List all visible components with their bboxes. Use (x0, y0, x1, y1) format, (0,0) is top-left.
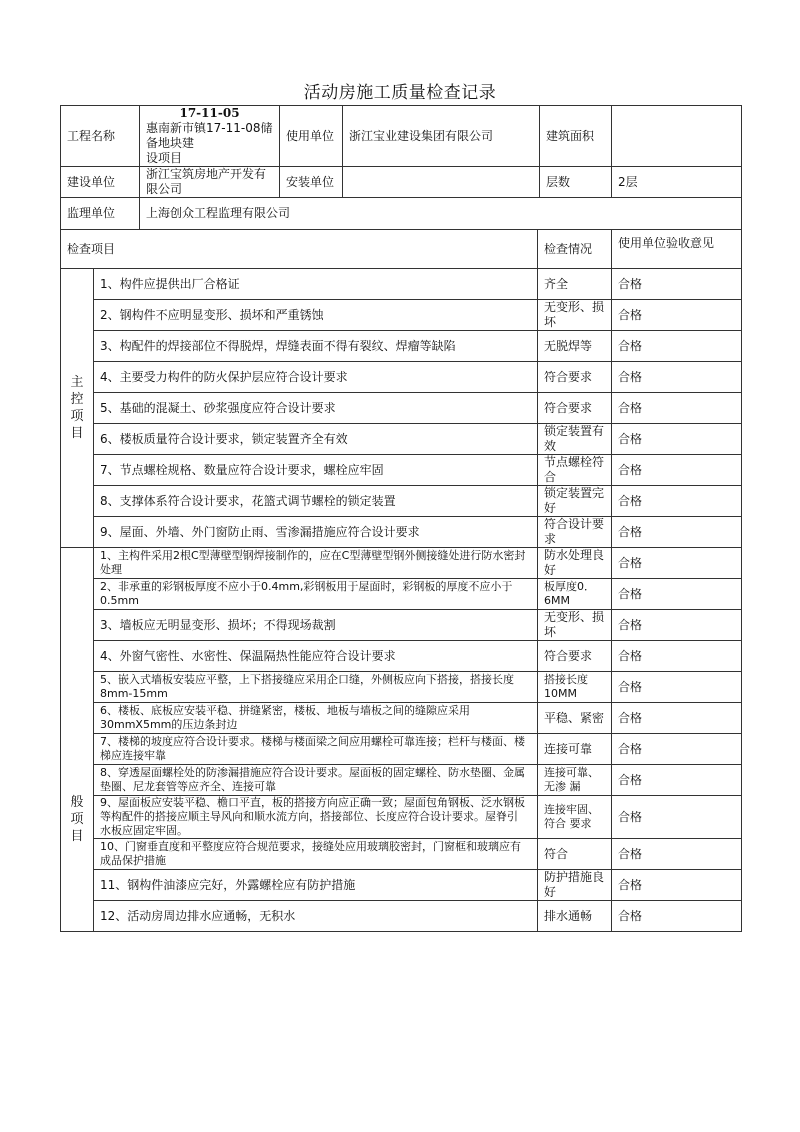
document-title: 活动房施工质量检查记录 (303, 83, 497, 103)
main-control-item-status: 齐全 (538, 269, 612, 300)
main-control-row (61, 486, 742, 517)
general-item-status: 无变形、损坏 (538, 610, 612, 641)
main-control-row (61, 455, 742, 486)
floors-value: 2层 (612, 167, 742, 198)
general-item-status: 防护措施良好 (538, 870, 612, 901)
general-item-result: 合格 (612, 870, 742, 901)
general-row (61, 870, 742, 901)
general-group-label-char: 般 (70, 795, 84, 810)
general-item-text: 2、非承重的彩钢板厚度不应小于0.4mm,彩钢板用于屋面时，彩钢板的厚度不应小于0.5mm (94, 579, 538, 610)
general-item-status: 板厚度0．6MM (538, 579, 612, 610)
project-code: 17-11-05 (179, 106, 240, 120)
general-item-result: 合格 (612, 610, 742, 641)
general-row (61, 548, 742, 579)
row-column-headers (61, 230, 742, 269)
general-row (61, 703, 742, 734)
general-row (61, 672, 742, 703)
main-control-group-label-char: 主 (70, 375, 84, 390)
general-item-result: 合格 (612, 672, 742, 703)
main-control-item-result: 合格 (612, 362, 742, 393)
acceptance-header-text: 使用单位验收意见 (618, 237, 715, 250)
general-item-result: 合格 (612, 579, 742, 610)
general-item-result: 合格 (612, 703, 742, 734)
general-item-status: 符合要求 (538, 641, 612, 672)
general-item-text: 1、主构件采用2根C型薄壁型钢焊接制作的，应在C型薄壁型钢外侧接缝处进行防水密封处理 (94, 548, 538, 579)
general-item-text: 8、穿透屋面螺栓处的防渗漏措施应符合设计要求。屋面板的固定螺栓、防水垫圈、金属 垫圈、尼龙套管等应齐全、连接可靠 (94, 765, 538, 796)
column-header-status: 检查情况 (538, 230, 612, 269)
general-group-label (61, 548, 94, 932)
general-item-text: 4、外窗气密性、水密性、保温隔热性能应符合设计要求 (94, 641, 538, 672)
supervision-label: 监理单位 (61, 198, 140, 230)
row-supervision (61, 198, 742, 230)
general-item-text: 3、墙板应无明显变形、损坏；不得现场裁割 (94, 610, 538, 641)
general-item-result: 合格 (612, 796, 742, 839)
general-group-label-char: 目 (70, 829, 84, 844)
main-control-item-status: 符合设计要求 (538, 517, 612, 548)
general-item-status: 搭接长度10MM (538, 672, 612, 703)
main-control-item-text: 7、节点螺栓规格、数量应符合设计要求，螺栓应牢固 (94, 455, 538, 486)
general-item-status: 连接可靠、无渗 漏 (538, 765, 612, 796)
construction-unit-value: 浙江宝筑房地产开发有限公司 (140, 167, 280, 198)
column-header-acceptance (612, 230, 742, 269)
area-label: 建筑面积 (540, 106, 612, 167)
main-control-row (61, 393, 742, 424)
project-name-line1: 惠南新市镇17-11-08储备地块建 (146, 121, 273, 150)
general-item-result: 合格 (612, 734, 742, 765)
general-item-status: 平稳、紧密 (538, 703, 612, 734)
general-item-status: 排水通畅 (538, 901, 612, 932)
main-control-item-text: 3、构配件的焊接部位不得脱焊，焊缝表面不得有裂纹、焊瘤等缺陷 (94, 331, 538, 362)
general-item-status: 连接可靠 (538, 734, 612, 765)
construction-unit-label: 建设单位 (61, 167, 140, 198)
project-name-line2: 设项目 (146, 151, 183, 165)
general-row (61, 796, 742, 839)
general-row (61, 734, 742, 765)
main-control-group-label (61, 269, 94, 548)
main-control-item-status: 锁定装置完好 (538, 486, 612, 517)
main-control-item-status: 节点螺栓符合 (538, 455, 612, 486)
column-header-item: 检查项目 (61, 230, 538, 269)
main-control-item-status: 符合要求 (538, 393, 612, 424)
main-control-item-result: 合格 (612, 331, 742, 362)
inspection-table (60, 105, 742, 932)
general-item-text: 7、楼梯的坡度应符合设计要求。楼梯与楼面梁之间应用螺栓可靠连接；栏杆与楼面、楼 梯应连接牢靠 (94, 734, 538, 765)
general-item-status: 连接牢固、符合 要求 (538, 796, 612, 839)
row-construction (61, 167, 742, 198)
general-item-result: 合格 (612, 641, 742, 672)
row-project (61, 106, 742, 167)
main-control-item-result: 合格 (612, 455, 742, 486)
main-control-row (61, 269, 742, 300)
main-control-item-status: 无变形、损坏 (538, 300, 612, 331)
main-control-group-label-char: 目 (70, 426, 84, 441)
install-unit-label: 安装单位 (280, 167, 343, 198)
main-control-item-text: 6、楼板质量符合设计要求，锁定装置齐全有效 (94, 424, 538, 455)
general-item-result: 合格 (612, 839, 742, 870)
project-name-cell (140, 106, 280, 167)
main-control-item-result: 合格 (612, 486, 742, 517)
project-name-label: 工程名称 (61, 106, 140, 167)
main-control-item-text: 4、主要受力构件的防火保护层应符合设计要求 (94, 362, 538, 393)
main-control-row (61, 362, 742, 393)
general-item-text: 9、屋面板应安装平稳、檐口平直，板的搭接方向应正确一致；屋面包角钢板、泛水钢板 等构配件的搭接应顺主导风向和顺水流方向，搭接部位、长度应符合设计要求。屋脊引 水板应固定牢固。 (94, 796, 538, 839)
main-control-item-status: 符合要求 (538, 362, 612, 393)
supervision-value: 上海创众工程监理有限公司 (140, 198, 742, 230)
main-control-row (61, 424, 742, 455)
general-item-text: 10、门窗垂直度和平整度应符合规范要求，接缝处应用玻璃胶密封，门窗框和玻璃应有成品保护措施 (94, 839, 538, 870)
general-item-text: 5、嵌入式墙板安装应平整，上下搭接缝应采用企口缝，外侧板应向下搭接，搭接长度8mm-15mm (94, 672, 538, 703)
user-unit-value: 浙江宝业建设集团有限公司 (343, 106, 540, 167)
main-control-item-text: 9、屋面、外墙、外门窗防止雨、雪渗漏措施应符合设计要求 (94, 517, 538, 548)
main-control-group-label-char: 项 (70, 409, 84, 424)
main-control-item-text: 5、基础的混凝土、砂浆强度应符合设计要求 (94, 393, 538, 424)
general-item-result: 合格 (612, 765, 742, 796)
general-row (61, 610, 742, 641)
general-row (61, 765, 742, 796)
general-item-text: 11、钢构件油漆应完好，外露螺栓应有防护措施 (94, 870, 538, 901)
main-control-item-text: 2、钢构件不应明显变形、损坏和严重锈蚀 (94, 300, 538, 331)
general-row (61, 641, 742, 672)
main-control-row (61, 517, 742, 548)
general-item-text: 6、楼板、底板应安装平稳、拼缝紧密，楼板、地板与墙板之间的缝隙应采用30mmX5mm的压边条封边 (94, 703, 538, 734)
main-control-item-text: 8、支撑体系符合设计要求，花篮式调节螺栓的锁定装置 (94, 486, 538, 517)
general-row (61, 901, 742, 932)
general-row (61, 579, 742, 610)
main-control-row (61, 331, 742, 362)
area-value (612, 106, 742, 167)
general-group-label-char: 项 (70, 812, 84, 827)
main-control-item-result: 合格 (612, 300, 742, 331)
general-item-status: 符合 (538, 839, 612, 870)
main-control-item-status: 无脱焊等 (538, 331, 612, 362)
install-unit-value (343, 167, 540, 198)
general-item-result: 合格 (612, 548, 742, 579)
main-control-item-result: 合格 (612, 424, 742, 455)
user-unit-label: 使用单位 (280, 106, 343, 167)
main-control-item-status: 锁定装置有效 (538, 424, 612, 455)
main-control-item-text: 1、构件应提供出厂合格证 (94, 269, 538, 300)
main-control-item-result: 合格 (612, 517, 742, 548)
general-item-text: 12、活动房周边排水应通畅，无积水 (94, 901, 538, 932)
general-item-result: 合格 (612, 901, 742, 932)
main-control-row (61, 300, 742, 331)
floors-label: 层数 (540, 167, 612, 198)
general-item-status: 防水处理良好 (538, 548, 612, 579)
main-control-group-label-char: 控 (70, 392, 84, 407)
main-control-item-result: 合格 (612, 269, 742, 300)
main-control-item-result: 合格 (612, 393, 742, 424)
general-row (61, 839, 742, 870)
